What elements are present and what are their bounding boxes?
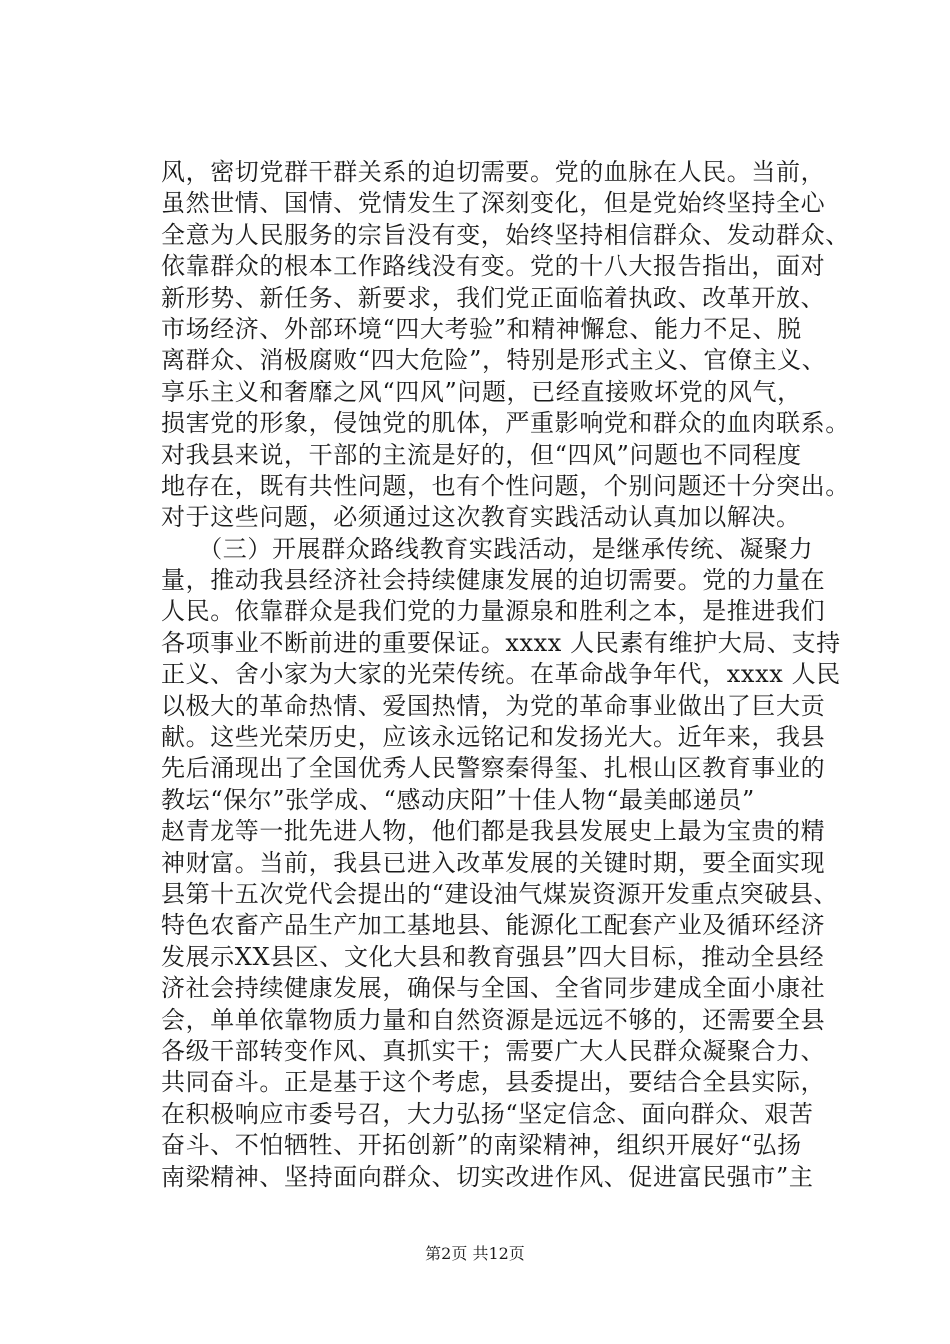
text-line: 在积极响应市委号召，大力弘扬“坚定信念、面向群众、艰苦: [161, 1099, 814, 1128]
text-line: 风，密切党群干群关系的迫切需要。党的血脉在人民。当前，: [161, 158, 826, 186]
text-line: 特色农畜产品生产加工基地县、能源化工配套产业及循环经济: [161, 911, 826, 940]
text-line: 以极大的革命热情、爱国热情，为党的革命事业做出了巨大贡: [161, 691, 826, 720]
text-line: 正义、舍小家为大家的光荣传统。在革命战争年代，xxxx 人民: [161, 660, 841, 689]
text-line: 各级干部转变作风、真抓实干；需要广大人民群众凝聚合力、: [161, 1036, 826, 1065]
page-number: 第2页 共12页: [425, 1244, 525, 1263]
text-line: 量，推动我县经济社会持续健康发展的迫切需要。党的力量在: [161, 566, 826, 595]
text-line: 神财富。当前，我县已进入改革发展的关键时期，要全面实现: [161, 848, 826, 877]
text-line: 全意为人民服务的宗旨没有变，始终坚持相信群众、发动群众、: [161, 220, 850, 249]
text-line: 教坛“保尔”张学成、“感动庆阳”十佳人物“最美邮递员”: [161, 785, 755, 814]
text-line: 先后涌现出了全国优秀人民警察秦得玺、扎根山区教育事业的: [161, 754, 826, 783]
text-line: （三）开展群众路线教育实践活动，是继承传统、凝聚力: [161, 534, 814, 563]
body-text: [161, 157, 850, 1193]
text-line: 南梁精神、坚持面向群众、切实改进作风、促进富民强市”主: [161, 1162, 814, 1191]
text-line: 发展示XX县区、文化大县和教育强县”四大目标，推动全县经: [161, 942, 825, 971]
text-line: 献。这些光荣历史，应该永远铭记和发扬光大。近年来，我县: [161, 723, 826, 752]
text-line: 各项事业不断前进的重要保证。xxxx 人民素有维护大局、支持: [161, 628, 841, 657]
text-line: 人民。依靠群众是我们党的力量源泉和胜利之本，是推进我们: [161, 597, 826, 626]
text-line: 会，单单依靠物质力量和自然资源是远远不够的，还需要全县: [161, 1005, 826, 1034]
text-line: 济社会持续健康发展，确保与全国、全省同步建成全面小康社: [161, 974, 826, 1003]
text-line: 损害党的形象，侵蚀党的肌体，严重影响党和群众的血肉联系。: [161, 409, 850, 438]
text-line: 新形势、新任务、新要求，我们党正面临着执政、改革开放、: [161, 283, 826, 312]
text-line: 地存在，既有共性问题，也有个性问题，个别问题还十分突出。: [161, 471, 850, 500]
text-line: 离群众、消极腐败“四大危险”，特别是形式主义、官僚主义、: [161, 346, 827, 375]
text-line: 对我县来说，干部的主流是好的，但“四风”问题也不同程度: [161, 440, 802, 469]
text-line: 共同奋斗。正是基于这个考虑，县委提出，要结合全县实际，: [161, 1068, 826, 1097]
text-line: 依靠群众的根本工作路线没有变。党的十八大报告指出，面对: [161, 252, 826, 281]
page-footer: [0, 1244, 950, 1264]
text-line: 县第十五次党代会提出的“建设油气煤炭资源开发重点突破县、: [161, 879, 839, 908]
text-line: 虽然世情、国情、党情发生了深刻变化，但是党始终坚持全心: [161, 189, 826, 218]
text-line: 奋斗、不怕牺牲、开拓创新”的南梁精神，组织开展好“弘扬: [161, 1131, 802, 1160]
text-line: 市场经济、外部环境“四大考验”和精神懈怠、能力不足、脱: [161, 314, 802, 343]
text-line: 赵青龙等一批先进人物，他们都是我县发展史上最为宝贵的精: [161, 817, 826, 846]
text-line: 对于这些问题，必须通过这次教育实践活动认真加以解决。: [161, 503, 801, 532]
text-line: 享乐主义和奢靡之风“四风”问题，已经直接败坏党的风气，: [161, 377, 802, 406]
